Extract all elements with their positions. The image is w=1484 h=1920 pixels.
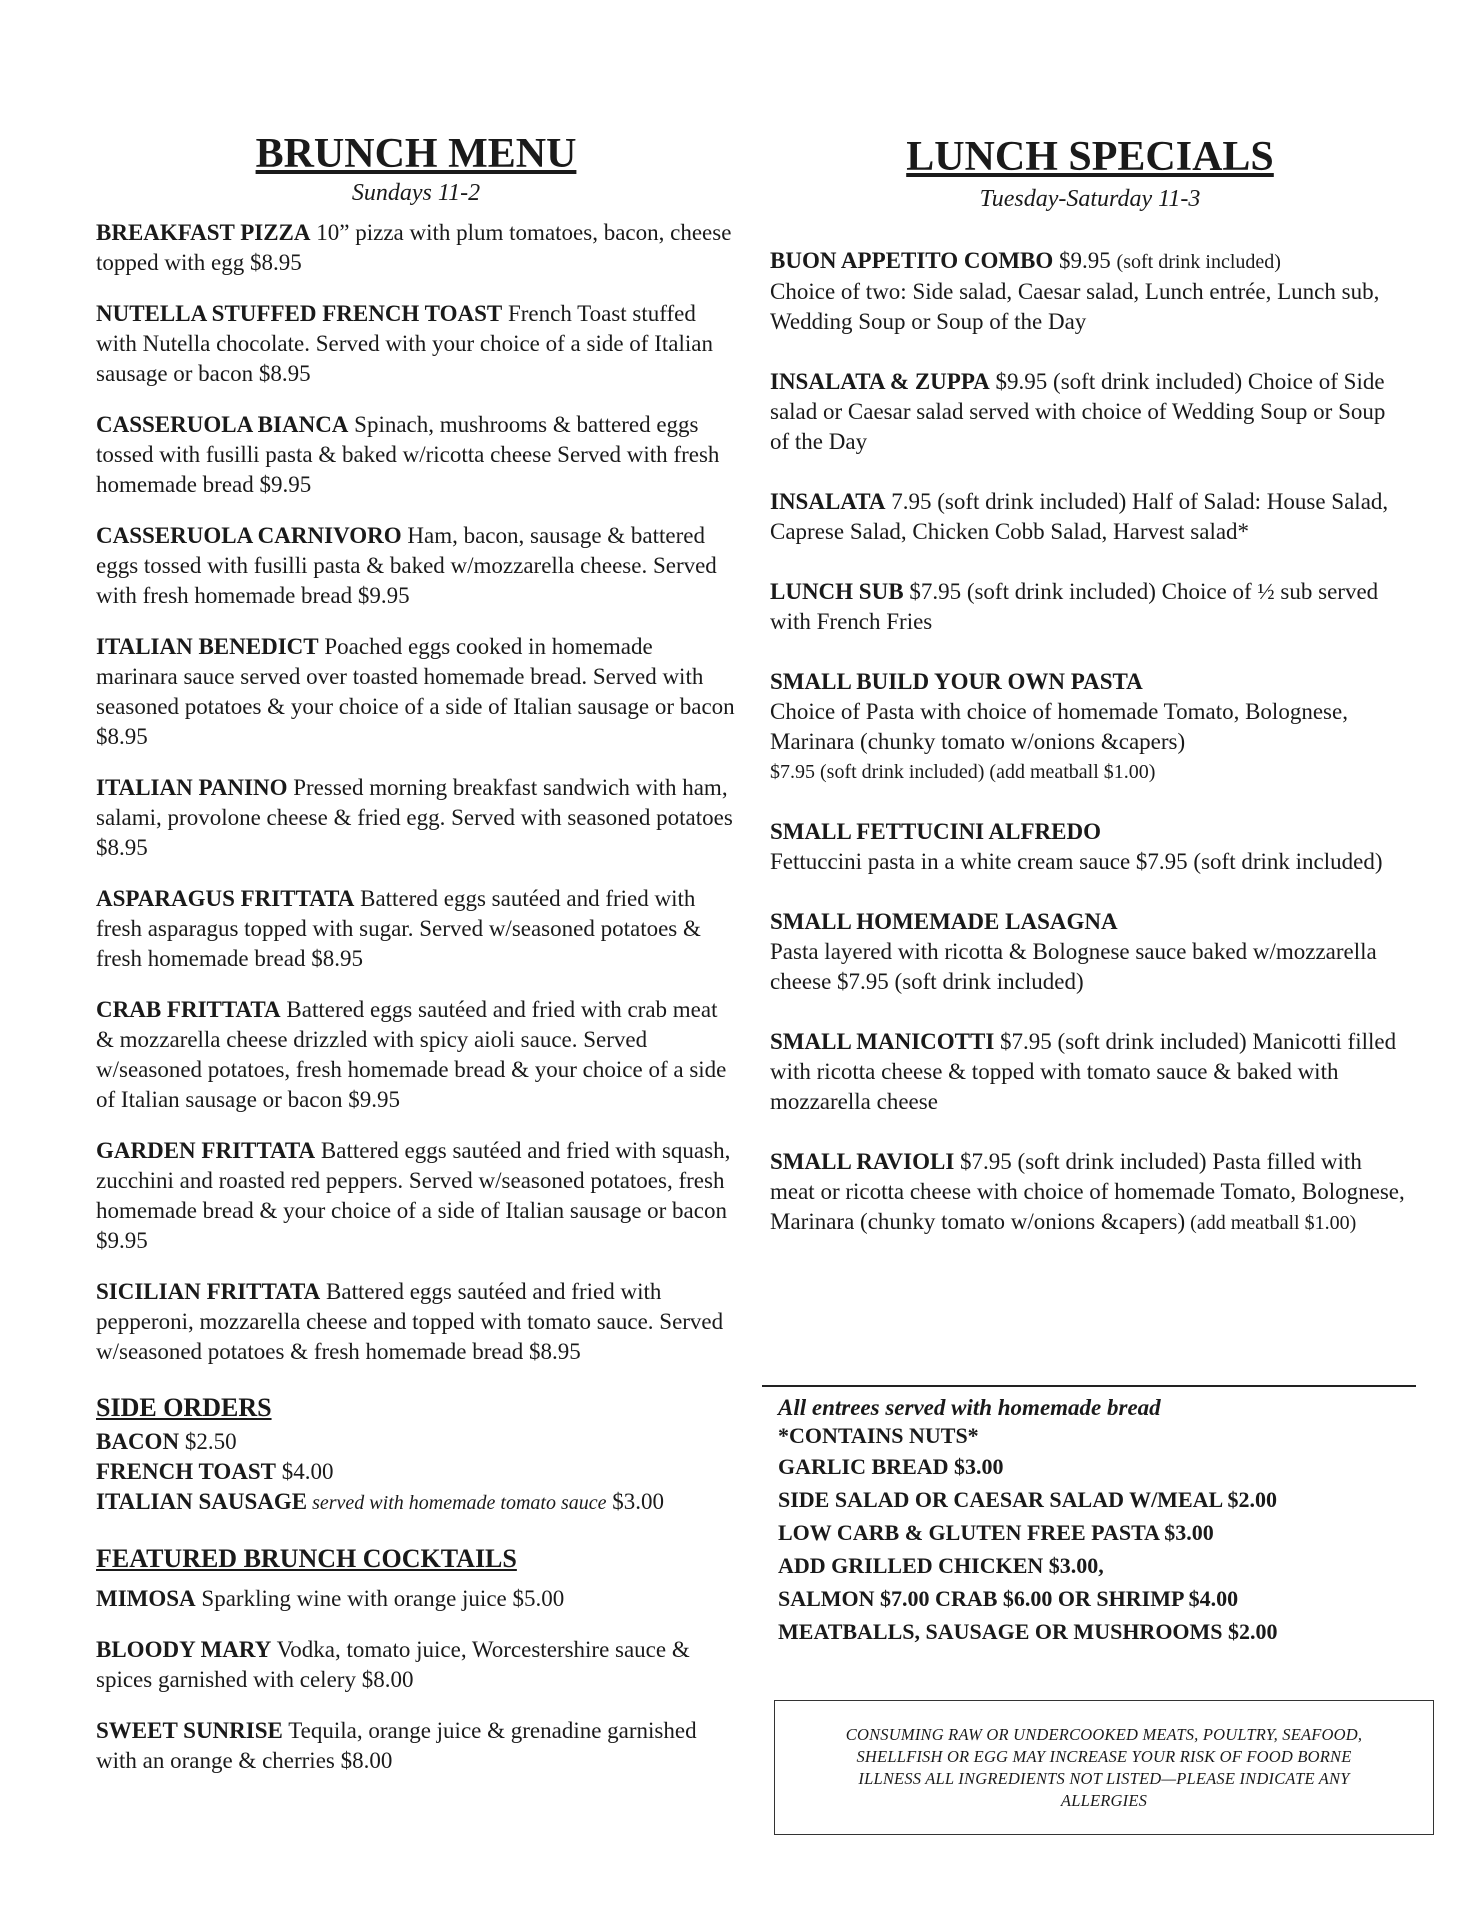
lunch-item-alfredo xyxy=(770,817,1410,877)
extras-line: ADD GRILLED CHICKEN $3.00, xyxy=(778,1553,1104,1578)
item-desc: Pasta layered with ricotta & Bolognese sauce baked w/mozzarella cheese $7.95 (soft drink included) xyxy=(770,939,1377,994)
item-desc: Fettuccini pasta in a white cream sauce $7.95 (soft drink included) xyxy=(770,849,1383,874)
lunch-item-build-pasta xyxy=(770,667,1410,787)
item-name: SMALL HOMEMADE LASAGNA xyxy=(770,909,1118,934)
side-italian-sausage xyxy=(96,1487,736,1518)
brunch-items xyxy=(96,218,736,1776)
lunch-items xyxy=(770,246,1410,1238)
item-name: LUNCH SUB xyxy=(770,579,904,604)
menu-item xyxy=(96,218,736,278)
item-name: ITALIAN PANINO xyxy=(96,775,288,800)
lunch-item-insalata xyxy=(770,487,1410,547)
item-note: (add meatball $1.00) xyxy=(1185,1212,1357,1234)
item-name: SICILIAN FRITTATA xyxy=(96,1279,321,1304)
brunch-hours: Sundays 11-2 xyxy=(351,180,481,206)
item-name: SMALL RAVIOLI xyxy=(770,1149,955,1174)
item-name: CASSERUOLA BIANCA xyxy=(96,412,349,437)
item-price: $2.50 xyxy=(179,1429,237,1454)
item-desc: Choice of two: Side salad, Caesar salad, Lunch entrée, Lunch sub, Wedding Soup or Soup of the Day xyxy=(770,279,1380,334)
item-desc: Sparkling wine with orange juice $5.00 xyxy=(195,1586,565,1611)
item-desc: $7.95 (soft drink included) Pasta filled with meat or ricotta cheese with choice of homemade Tomato, Bolognese, Marinara (chunky tomato w/onions &capers) xyxy=(770,1149,1405,1234)
item-name: INSALATA xyxy=(770,489,886,514)
lunch-item-ravioli xyxy=(770,1147,1410,1238)
item-name: SMALL BUILD YOUR OWN PASTA xyxy=(770,669,1143,694)
menu-item xyxy=(96,632,736,752)
item-name: BACON xyxy=(96,1429,180,1454)
lunch-item-sub xyxy=(770,577,1410,637)
item-name: CRAB FRITTATA xyxy=(96,997,281,1022)
item-name: BUON APPETITO COMBO xyxy=(770,248,1054,273)
extras-line: SIDE SALAD OR CAESAR SALAD W/MEAL $2.00 xyxy=(778,1487,1277,1512)
item-desc: Battered eggs sautéed and fried with crab meat & mozzarella cheese drizzled with spicy aioli sauce. Served w/seasoned potatoes, fresh homemade bread & your choice of a side of Italian sausage or bacon $9.95 xyxy=(96,997,727,1112)
extras-line: MEATBALLS, SAUSAGE OR MUSHROOMS $2.00 xyxy=(778,1619,1278,1644)
side-french-toast xyxy=(96,1457,736,1487)
item-heading xyxy=(770,246,1410,277)
item-name: MIMOSA xyxy=(96,1586,196,1611)
item-price: $4.00 xyxy=(276,1459,334,1484)
lunch-item-buon-appetito xyxy=(770,246,1410,337)
item-note: served with homemade tomato sauce xyxy=(307,1492,607,1514)
item-name: ITALIAN SAUSAGE xyxy=(96,1489,308,1514)
item-name: BREAKFAST PIZZA xyxy=(96,220,311,245)
cocktail-item xyxy=(96,1635,736,1695)
item-desc: Battered eggs sautéed and fried with pepperoni, mozzarella cheese and topped with tomato sauce. Served w/seasoned potatoes & fresh homemade bread $8.95 xyxy=(96,1279,724,1364)
item-desc: 7.95 (soft drink included) Half of Salad: House Salad, Caprese Salad, Chicken Cobb Salad, Harvest salad* xyxy=(770,489,1389,544)
item-desc: French Toast stuffed with Nutella chocolate. Served with your choice of a side of Italian sausage or bacon $8.95 xyxy=(96,301,713,386)
item-name: ITALIAN BENEDICT xyxy=(96,634,319,659)
item-desc: Spinach, mushrooms & battered eggs tossed with fusilli pasta & baked w/ricotta cheese Served with fresh homemade bread $9.95 xyxy=(96,412,720,497)
item-name: SMALL FETTUCINI ALFREDO xyxy=(770,819,1102,844)
item-price: $3.00 xyxy=(606,1489,664,1514)
item-name: INSALATA & ZUPPA xyxy=(770,369,990,394)
item-desc: $9.95 (soft drink included) Choice of Side salad or Caesar salad served with choice of Wedding Soup or Soup of the Day xyxy=(770,369,1386,454)
menu-item xyxy=(96,773,736,863)
lunch-hours: Tuesday-Saturday 11-3 xyxy=(979,186,1201,212)
side-bacon xyxy=(96,1427,736,1457)
brunch-title: BRUNCH MENU xyxy=(255,131,577,177)
item-price: $9.95 xyxy=(1053,248,1117,273)
item-desc: Ham, bacon, sausage & battered eggs tossed with fusilli pasta & baked w/mozzarella cheese. Served with fresh homemade bread $9.95 xyxy=(96,523,717,608)
item-name: SWEET SUNRISE xyxy=(96,1718,283,1743)
section-divider xyxy=(762,1385,1416,1387)
allergy-warning-text: CONSUMING RAW OR UNDERCOOKED MEATS, POULTRY, SEAFOOD, SHELLFISH OR EGG MAY INCREASE YOUR RISK OF FOOD BORNE ILLNESS ALL INGREDIENTS NOT LISTED—PLEASE INDICATE ANY ALLERGIES xyxy=(845,1724,1363,1810)
menu-item xyxy=(96,1136,736,1256)
bread-note: All entrees served with homemade bread xyxy=(778,1395,1161,1420)
item-name: ASPARAGUS FRITTATA xyxy=(96,886,355,911)
item-name: FRENCH TOAST xyxy=(96,1459,277,1484)
item-note: (soft drink included) xyxy=(1116,251,1281,273)
item-desc: $7.95 (soft drink included) Choice of ½ sub served with French Fries xyxy=(770,579,1379,634)
lunch-item-manicotti xyxy=(770,1027,1410,1117)
menu-item xyxy=(96,884,736,974)
item-name: GARDEN FRITTATA xyxy=(96,1138,316,1163)
extras-line: SALMON $7.00 CRAB $6.00 OR SHRIMP $4.00 xyxy=(778,1586,1239,1611)
item-desc: 10” pizza with plum tomatoes, bacon, cheese topped with egg $8.95 xyxy=(96,220,732,275)
extras-block xyxy=(778,1394,1418,1648)
cocktail-item xyxy=(96,1716,736,1776)
item-name: BLOODY MARY xyxy=(96,1637,272,1662)
lunch-item-insalata-zuppa xyxy=(770,367,1410,457)
item-desc: Pressed morning breakfast sandwich with ham, salami, provolone cheese & fried egg. Served with seasoned potatoes $8.95 xyxy=(96,775,733,860)
extras-line: LOW CARB & GLUTEN FREE PASTA $3.00 xyxy=(778,1520,1214,1545)
allergy-warning-box xyxy=(774,1700,1434,1835)
lunch-title: LUNCH SPECIALS xyxy=(906,134,1274,180)
item-name: NUTELLA STUFFED FRENCH TOAST xyxy=(96,301,503,326)
menu-item xyxy=(96,995,736,1115)
item-desc: Poached eggs cooked in homemade marinara sauce served over toasted homemade bread. Served with seasoned potatoes & your choice of a side of Italian sausage or bacon $8.95 xyxy=(96,634,735,749)
extras-line: *CONTAINS NUTS* xyxy=(778,1423,979,1448)
item-desc: Choice of Pasta with choice of homemade Tomato, Bolognese, Marinara (chunky tomato w/onions &capers) xyxy=(770,699,1348,754)
menu-item xyxy=(96,299,736,389)
item-desc: Battered eggs sautéed and fried with fresh asparagus topped with sugar. Served w/seasoned potatoes & fresh homemade bread $8.95 xyxy=(96,886,701,971)
cocktails-title: FEATURED BRUNCH COCKTAILS xyxy=(96,1544,517,1573)
item-desc: $7.95 (soft drink included) Manicotti filled with ricotta cheese & topped with tomato sauce & baked with mozzarella cheese xyxy=(770,1029,1397,1114)
item-desc: Vodka, tomato juice, Worcestershire sauce & spices garnished with celery $8.00 xyxy=(96,1637,690,1692)
item-name: CASSERUOLA CARNIVORO xyxy=(96,523,402,548)
item-desc: Tequila, orange juice & grenadine garnished with an orange & cherries $8.00 xyxy=(96,1718,697,1773)
side-orders-title: SIDE ORDERS xyxy=(96,1393,272,1422)
item-desc: Battered eggs sautéed and fried with squash, zucchini and roasted red peppers. Served w/seasoned potatoes, fresh homemade bread & your choice of a side of Italian sausage or bacon $9.95 xyxy=(96,1138,731,1253)
item-note: $7.95 (soft drink included) (add meatball $1.00) xyxy=(770,761,1156,783)
menu-item xyxy=(96,1277,736,1367)
menu-item xyxy=(96,410,736,500)
extras-line: GARLIC BREAD $3.00 xyxy=(778,1454,1004,1479)
item-name: SMALL MANICOTTI xyxy=(770,1029,995,1054)
cocktail-item xyxy=(96,1584,736,1614)
menu-item xyxy=(96,521,736,611)
lunch-item-lasagna xyxy=(770,907,1410,997)
